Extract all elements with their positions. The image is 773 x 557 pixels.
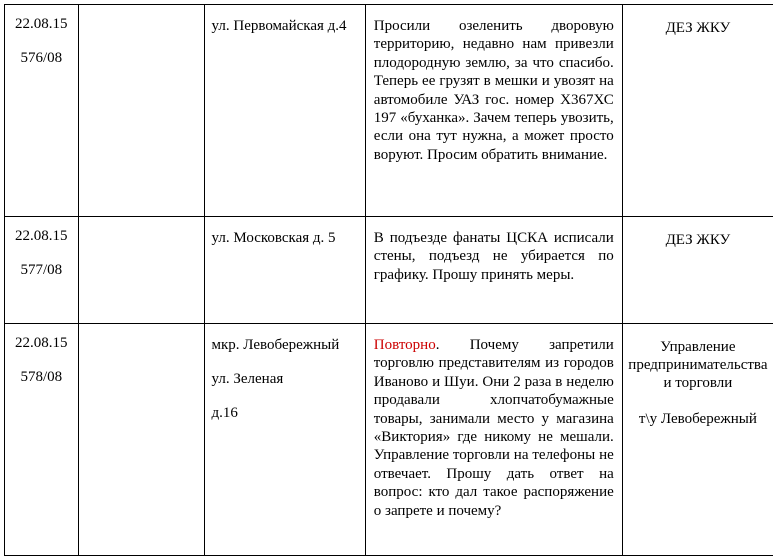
row-number: 578/08 bbox=[20, 369, 63, 385]
address-line: ул. Московская д. 5 bbox=[211, 230, 336, 246]
organization-cell bbox=[622, 217, 773, 324]
empty-cell bbox=[78, 5, 204, 217]
row-date: 22.08.15 bbox=[15, 335, 68, 351]
organization-line: ДЕЗ ЖКУ bbox=[665, 232, 731, 248]
empty-cell bbox=[78, 324, 204, 556]
address-cell bbox=[204, 324, 365, 556]
address-line: д.16 bbox=[211, 405, 238, 421]
organization-line: Управление предпринимательства и торговли bbox=[628, 339, 768, 391]
complaint-text bbox=[366, 5, 622, 172]
organization-cell bbox=[622, 5, 773, 217]
complaint-text-cell bbox=[365, 324, 622, 556]
table-row bbox=[5, 5, 773, 217]
table-row bbox=[5, 324, 773, 556]
complaint-body: . Почему запретили торговлю представителям из городов Иваново и Шуи. Они 2 раза в неделю продавали хлопчатобумажные товары, занимали место у магазина «Виктория» где никому не мешали. Управление торговли на телефоны не отвечает. Прошу дать ответ на вопрос: кто дал такое распоряжение о запрете и почему? bbox=[373, 337, 614, 519]
row-number: 577/08 bbox=[20, 262, 63, 278]
organization-line: т\у Левобережный bbox=[638, 411, 757, 427]
address-line: ул. Первомайская д.4 bbox=[211, 18, 347, 34]
complaint-text-cell bbox=[365, 217, 622, 324]
repeat-mark: Повторно bbox=[373, 337, 436, 353]
organization-line: ДЕЗ ЖКУ bbox=[665, 20, 731, 36]
row-date: 22.08.15 bbox=[15, 16, 68, 32]
row-date: 22.08.15 bbox=[15, 228, 68, 244]
organization-cell bbox=[622, 324, 773, 556]
complaint-text bbox=[366, 217, 622, 292]
date-cell bbox=[5, 217, 79, 324]
date-cell bbox=[5, 5, 79, 217]
address-cell bbox=[204, 217, 365, 324]
complaint-body: Просили озеленить дворовую территорию, недавно нам привезли плодородную землю, за что спасибо. Теперь ее грузят в мешки и увозят на автомобиле УАЗ гос. номер Х367ХС 197 «буханка». Зачем теперь увозить, если она тут нужна, а может просто воруют. Просим обратить внимание. bbox=[373, 18, 614, 163]
complaint-text bbox=[366, 324, 622, 528]
date-cell bbox=[5, 324, 79, 556]
table-row bbox=[5, 217, 773, 324]
address-cell bbox=[204, 5, 365, 217]
row-number: 576/08 bbox=[20, 50, 63, 66]
complaints-table bbox=[4, 4, 773, 556]
empty-cell bbox=[78, 217, 204, 324]
address-line: мкр. Левобережный bbox=[211, 337, 340, 353]
address-line: ул. Зеленая bbox=[211, 371, 284, 387]
complaint-text-cell bbox=[365, 5, 622, 217]
complaint-body: В подъезде фанаты ЦСКА исписали стены, подъезд не убирается по графику. Прошу принять меры. bbox=[373, 230, 614, 283]
